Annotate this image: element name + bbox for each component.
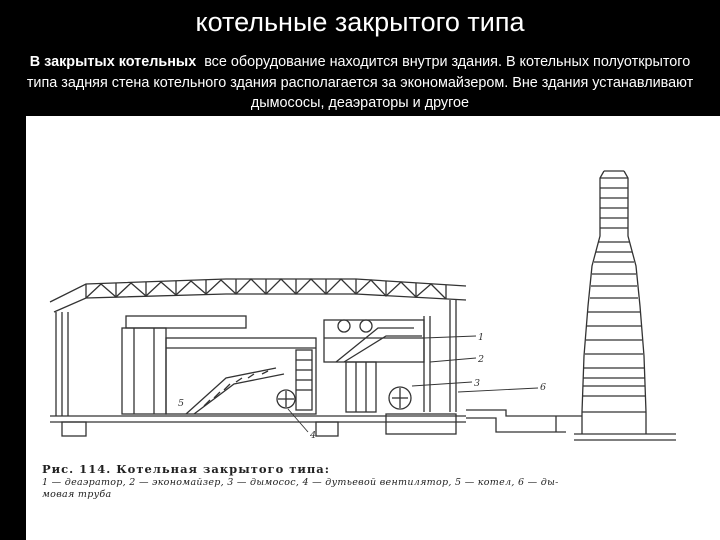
intro-paragraph <box>14 52 706 114</box>
caption-legend-line-1: 1 — деаэратор, 2 — экономайзер, 3 — дымосос, 4 — дутьевой вентилятор, 5 — котел, 6 — ды- <box>42 477 559 488</box>
callout-2: 2 <box>478 354 485 365</box>
callout-6: 6 <box>540 382 547 393</box>
callout-3: 3 <box>474 378 481 389</box>
callout-5: 5 <box>178 398 185 409</box>
callout-1: 1 <box>478 332 485 343</box>
caption-title: Рис. 114. Котельная закрытого типа: <box>42 462 331 476</box>
callout-leaders <box>288 336 538 432</box>
intro-bold-term: В закрытых котельных <box>29 54 197 70</box>
figure-caption <box>42 462 692 501</box>
economizer-structure <box>324 316 430 412</box>
caption-legend-line-2: мовая труба <box>42 489 112 500</box>
roof-truss <box>50 279 466 312</box>
intro-text: все оборудование находится внутри здания. В котельных полуоткрытого типа задняя стена котельного здания располагается за экономайзером. Вне здания устанавливают дымососы, деаэраторы и другое <box>26 54 694 111</box>
boiler-house-figure <box>26 116 720 540</box>
callout-4: 4 <box>310 430 317 441</box>
chimney <box>556 171 676 440</box>
slide-title: котельные закрытого типа <box>195 7 525 37</box>
